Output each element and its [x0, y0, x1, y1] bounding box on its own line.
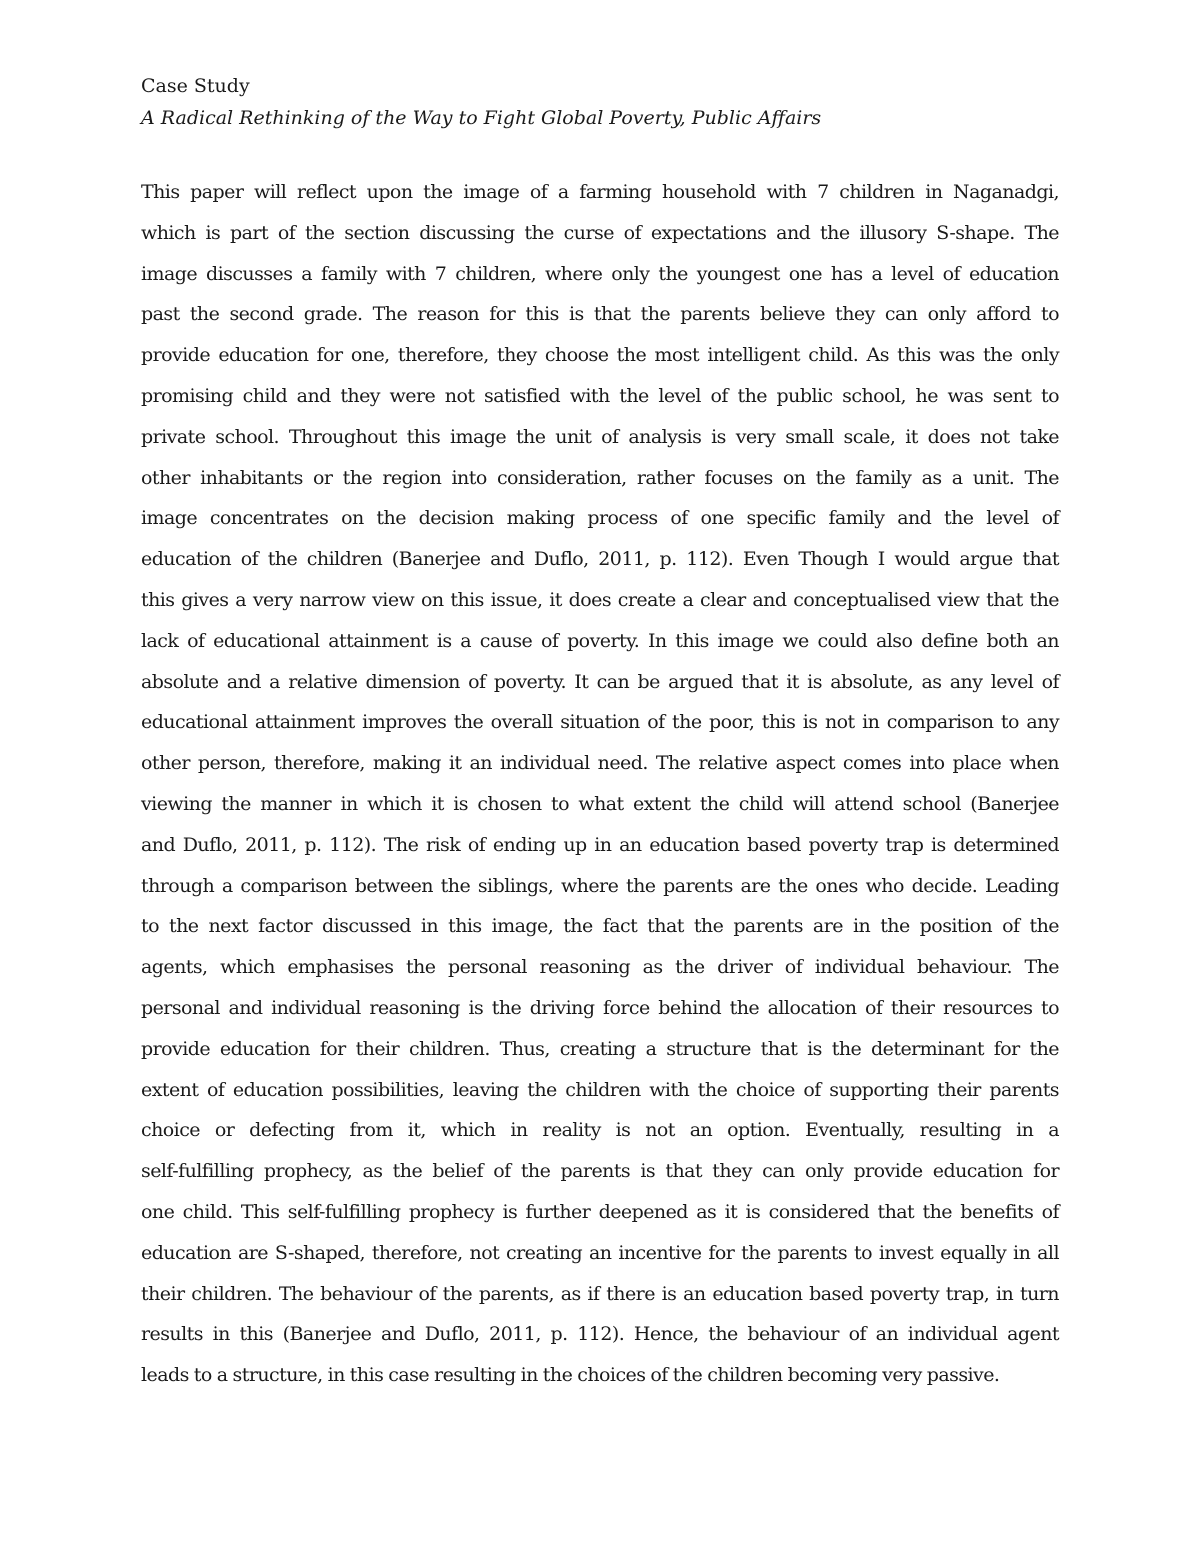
- paragraph-line: other inhabitants or the region into consideration, rather focuses on the family as a unit. The: [141, 466, 1059, 489]
- paragraph-line: one child. This self-fulfilling prophecy is further deepened as it is considered that the benefits of: [141, 1200, 1059, 1223]
- paragraph-line: viewing the manner in which it is chosen to what extent the child will attend school (Banerjee: [141, 792, 1059, 815]
- paragraph-line: image concentrates on the decision making process of one specific family and the level of: [141, 507, 1059, 530]
- paragraph-line: absolute and a relative dimension of poverty. It can be argued that it is absolute, as any level of: [141, 670, 1059, 693]
- paragraph-line: extent of education possibilities, leaving the children with the choice of supporting their parents: [141, 1078, 1059, 1101]
- paragraph-line: education of the children (Banerjee and Duflo, 2011, p. 112). Even Though I would argue that: [141, 548, 1059, 571]
- paragraph-line: self-fulfilling prophecy, as the belief of the parents is that they can only provide education for: [141, 1160, 1059, 1183]
- paragraph-line: and Duflo, 2011, p. 112). The risk of ending up in an education based poverty trap is determined: [141, 833, 1059, 856]
- paragraph-line: promising child and they were not satisfied with the level of the public school, he was sent to: [141, 384, 1059, 407]
- paragraph-line: private school. Throughout this image the unit of analysis is very small scale, it does not take: [141, 425, 1059, 448]
- paragraph-line: provide education for their children. Thus, creating a structure that is the determinant for the: [141, 1037, 1059, 1060]
- paragraph-line: their children. The behaviour of the parents, as if there is an education based poverty trap, in turn: [141, 1282, 1059, 1305]
- body-paragraph: [141, 172, 1059, 1396]
- paragraph-line: provide education for one, therefore, they choose the most intelligent child. As this was the only: [141, 344, 1059, 367]
- paragraph-line: This paper will reflect upon the image of a farming household with 7 children in Naganadgi,: [141, 181, 1059, 203]
- paragraph-line: personal and individual reasoning is the driving force behind the allocation of their resources to: [141, 996, 1059, 1019]
- document-page: [141, 70, 1059, 1396]
- paragraph-line: image discusses a family with 7 children, where only the youngest one has a level of education: [141, 262, 1059, 285]
- document-heading: Case Study: [141, 75, 250, 97]
- paragraph-line: educational attainment improves the overall situation of the poor, this is not in comparison to any: [141, 711, 1059, 734]
- paragraph-line: agents, which emphasises the personal reasoning as the driver of individual behaviour. The: [141, 956, 1059, 979]
- paragraph-line: which is part of the section discussing the curse of expectations and the illusory S-shape. The: [141, 221, 1059, 244]
- paragraph-line: leads to a structure, in this case resulting in the choices of the children becoming very passive.: [141, 1364, 1000, 1387]
- paragraph-line: this gives a very narrow view on this issue, it does create a clear and conceptualised view that the: [141, 588, 1059, 611]
- paragraph-line: choice or defecting from it, which in reality is not an option. Eventually, resulting in a: [141, 1119, 1059, 1142]
- paragraph-line: education are S-shaped, therefore, not creating an incentive for the parents to invest equally in all: [141, 1241, 1059, 1264]
- paragraph-line: lack of educational attainment is a cause of poverty. In this image we could also define both an: [141, 629, 1059, 652]
- paragraph-line: to the next factor discussed in this image, the fact that the parents are in the position of the: [141, 915, 1059, 938]
- paragraph-line: through a comparison between the siblings, where the parents are the ones who decide. Leading: [141, 874, 1059, 897]
- paragraph-line: past the second grade. The reason for this is that the parents believe they can only afford to: [141, 303, 1059, 326]
- paragraph-line: other person, therefore, making it an individual need. The relative aspect comes into place when: [141, 752, 1059, 775]
- document-subtitle: A Radical Rethinking of the Way to Fight Global Poverty, Public Affairs: [141, 107, 822, 129]
- paragraph-line: results in this (Banerjee and Duflo, 2011, p. 112). Hence, the behaviour of an individual agent: [141, 1323, 1059, 1346]
